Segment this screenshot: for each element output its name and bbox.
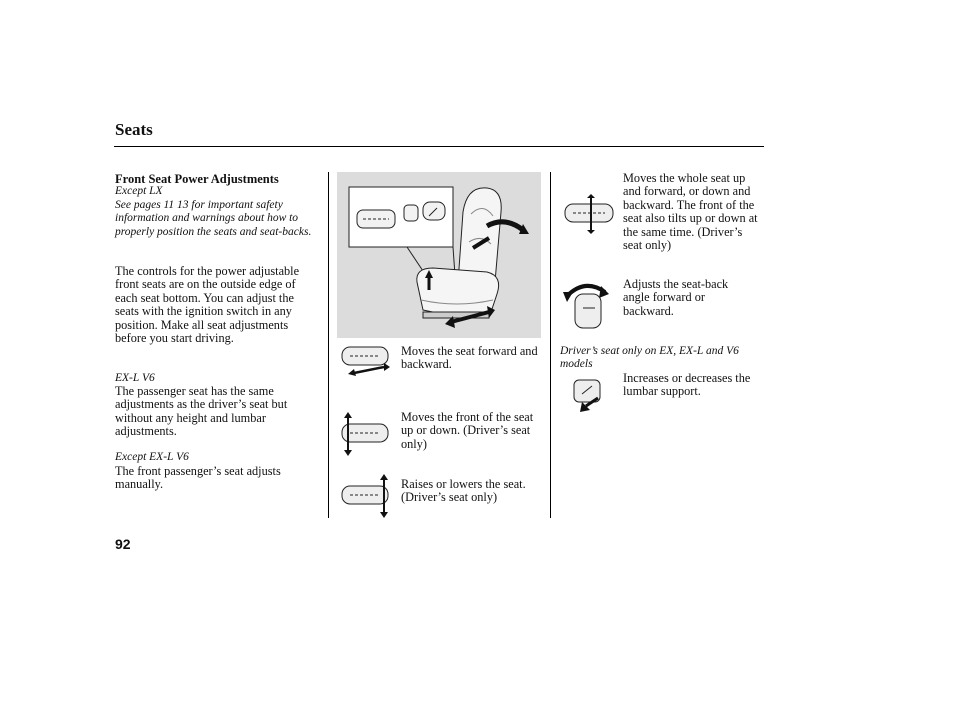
column-divider-right xyxy=(550,172,551,518)
front-tilt-switch-icon xyxy=(338,412,392,456)
exl-v6-label: EX-L V6 xyxy=(115,372,155,384)
except-exl-v6-label: Except EX-L V6 xyxy=(115,451,189,463)
except-lx-label: Except LX xyxy=(115,185,163,197)
controls-paragraph: The controls for the power adjustable front seats are on the outside edge of each seat bottom. You can adjust the seats with the ignition switch in any position. Make all seat adjustments before you start driving. xyxy=(115,264,300,346)
front-up-down-desc: Moves the front of the seat up or down. (Driver’s seat only) xyxy=(401,410,534,451)
lumbar-availability-note: Driver’s seat only on EX, EX-L and V6 models xyxy=(560,345,739,371)
recline-knob-icon xyxy=(563,278,609,330)
whole-seat-switch-icon xyxy=(561,194,617,234)
section-heading: Front Seat Power Adjustments xyxy=(115,172,279,186)
page-title: Seats xyxy=(115,120,153,139)
seat-back-desc: Adjusts the seat-back angle forward or backward. xyxy=(623,277,729,318)
title-divider xyxy=(114,146,764,147)
column-divider-left xyxy=(328,172,329,518)
seat-slide-switch-icon xyxy=(340,343,392,377)
whole-seat-desc: Moves the whole seat up and forward, or down and backward. The front of the seat also tilts up or down at the same time. (Driver’s seat only) xyxy=(623,171,758,253)
lumbar-switch-icon xyxy=(572,374,608,414)
see-pages-note: See pages 11 13 for important safety information and warnings about how to properly position the seats and seat-backs. xyxy=(115,199,312,238)
raise-lower-desc: Raises or lowers the seat. (Driver’s seat only) xyxy=(401,477,526,505)
forward-back-desc: Moves the seat forward and backward. xyxy=(401,344,538,372)
seat-illustration xyxy=(337,172,541,338)
except-exl-v6-paragraph: The front passenger’s seat adjusts manually. xyxy=(115,464,281,492)
lumbar-desc: Increases or decreases the lumbar support. xyxy=(623,371,751,399)
exl-v6-paragraph: The passenger seat has the same adjustments as the driver’s seat but without any height and lumbar adjustments. xyxy=(115,384,288,439)
height-switch-icon xyxy=(340,474,394,518)
page-number: 92 xyxy=(115,536,131,552)
